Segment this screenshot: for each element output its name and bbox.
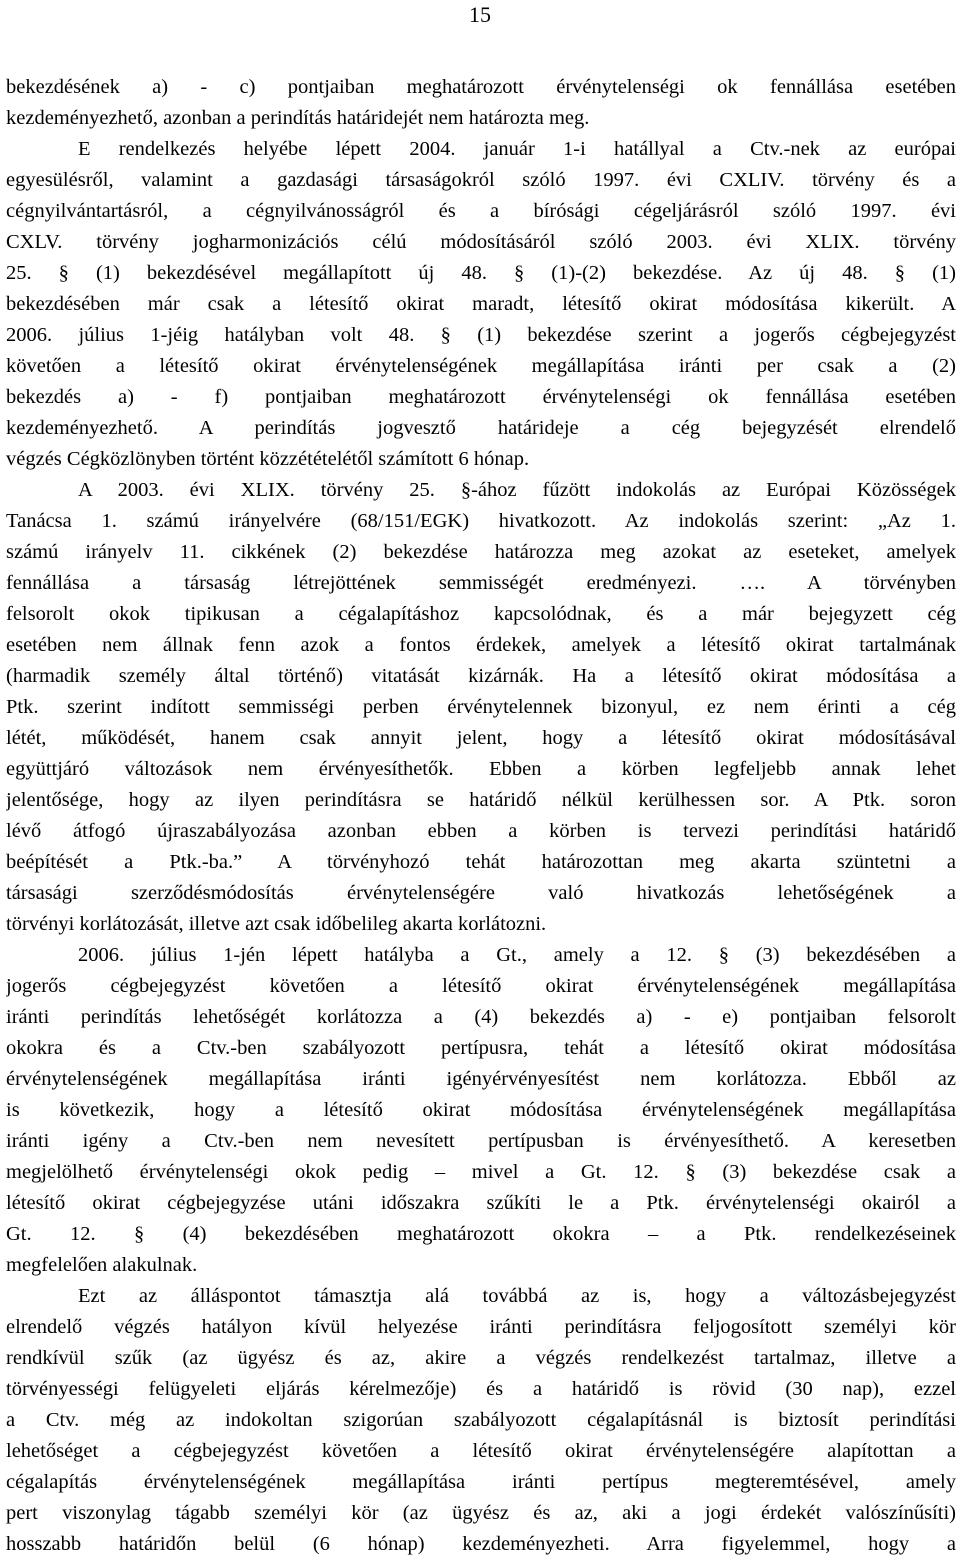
- text-line: egyesülésről, valamint a gazdasági társaságokról szóló 1997. évi CXLIV. törvény és a: [6, 169, 956, 191]
- text-line: beépítését a Ptk.-ba.” A törvényhozó tehát határozottan meg akarta szüntetni a: [6, 851, 956, 873]
- text-line: jelentősége, hogy az ilyen perindításra se határidő nélkül kerülhessen sor. A Ptk. soron: [6, 789, 956, 811]
- text-line: iránti igény a Ctv.-ben nem nevesített pertípusban is érvényesíthető. A keresetben: [6, 1130, 956, 1152]
- text-line: társasági szerződésmódosítás érvénytelenségére való hivatkozás lehetőségének a: [6, 882, 956, 904]
- text-line: hosszabb határidőn belül (6 hónap) kezdeményezheti. Arra figyelemmel, hogy a: [6, 1533, 956, 1555]
- text-line: rendkívül szűk (az ügyész és az, akire a végzés rendelkezést tartalmaz, illetve a: [6, 1347, 956, 1369]
- text-line: Gt. 12. § (4) bekezdésében meghatározott okokra – a Ptk. rendelkezéseinek: [6, 1223, 956, 1245]
- text-line: esetében nem állnak fenn azok a fontos érdekek, amelyek a létesítő okirat tartalmának: [6, 634, 956, 656]
- text-line: fennállása a társaság létrejöttének semmisségét eredményezi. …. A törvényben: [6, 572, 956, 594]
- text-line: 2006. július 1-jéig hatályban volt 48. § (1) bekezdése szerint a jogerős cégbejegyzést: [6, 324, 956, 346]
- text-line: pert viszonylag tágabb személyi kör (az ügyész és az, aki a jogi érdekét valószínűsíti): [6, 1502, 956, 1524]
- text-line: is következik, hogy a létesítő okirat módosítása érvénytelenségének megállapítása: [6, 1099, 956, 1121]
- text-line: végzés Cégközlönyben történt közzétételétől számított 6 hónap.: [6, 448, 530, 470]
- text-line: Tanácsa 1. számú irányelvére (68/151/EGK) hivatkozott. Az indokolás szerint: „Az 1.: [6, 510, 956, 532]
- text-line: CXLV. törvény jogharmonizációs célú módosításáról szóló 2003. évi XLIX. törvény: [6, 231, 956, 253]
- text-line: kezdeményezhető. A perindítás jogvesztő határideje a cég bejegyzését elrendelő: [6, 417, 956, 439]
- text-line: lévő átfogó újraszabályozása azonban ebben a körben is tervezi perindítási határidő: [6, 820, 956, 842]
- text-line: felsorolt okok tipikusan a cégalapításhoz kapcsolódnak, és a már bejegyzett cég: [6, 603, 956, 625]
- text-line: létesítő okirat cégbejegyzése utáni időszakra szűkíti le a Ptk. érvénytelenségi okairól a: [6, 1192, 956, 1214]
- page-number: 15: [469, 2, 491, 27]
- text-line: (harmadik személy által történő) vitatását kizárnák. Ha a létesítő okirat módosítása a: [6, 665, 956, 687]
- text-line: Ptk. szerint indított semmisségi perben érvénytelennek bizonyul, ez nem érinti a cég: [6, 696, 956, 718]
- text-line: 25. § (1) bekezdésével megállapított új 48. § (1)-(2) bekezdése. Az új 48. § (1): [6, 262, 956, 284]
- text-line: bekezdés a) - f) pontjaiban meghatározott érvénytelenségi ok fennállása esetében: [6, 386, 956, 408]
- text-line: okokra és a Ctv.-ben szabályozott pertípusra, tehát a létesítő okirat módosítása: [6, 1037, 956, 1059]
- text-line: törvényességi felügyeleti eljárás kérelmezője) és a határidő is rövid (30 nap), ezzel: [6, 1378, 956, 1400]
- text-line: törvényi korlátozását, illetve azt csak időbelileg akarta korlátozni.: [6, 913, 547, 935]
- text-line: jogerős cégbejegyzést követően a létesítő okirat érvénytelenségének megállapítása: [6, 975, 956, 997]
- text-line: kezdeményezhető, azonban a perindítás határidejét nem határozta meg.: [6, 107, 590, 129]
- text-line: A 2003. évi XLIX. törvény 25. §-ához fűzött indokolás az Európai Közösségek: [78, 479, 956, 501]
- text-line: bekezdésének a) - c) pontjaiban meghatározott érvénytelenségi ok fennállása esetében: [6, 76, 956, 98]
- text-line: követően a létesítő okirat érvénytelenségének megállapítása iránti per csak a (2): [6, 355, 956, 377]
- text-line: megjelölhető érvénytelenségi okok pedig – mivel a Gt. 12. § (3) bekezdése csak a: [6, 1161, 956, 1183]
- text-line: lehetőséget a cégbejegyzést követően a létesítő okirat érvénytelenségére alapítottan a: [6, 1440, 956, 1462]
- text-line: elrendelő végzés hatályon kívül helyezése iránti perindításra feljogosított személyi kör: [6, 1316, 956, 1338]
- text-line: bekezdésében már csak a létesítő okirat maradt, létesítő okirat módosítása kikerült. A: [6, 293, 956, 315]
- text-line: 2006. július 1-jén lépett hatályba a Gt., amely a 12. § (3) bekezdésében a: [78, 944, 956, 966]
- text-line: a Ctv. még az indokoltan szigorúan szabályozott cégalapításnál is biztosít perindítási: [6, 1409, 956, 1431]
- body-text: [6, 72, 956, 1560]
- text-line: E rendelkezés helyébe lépett 2004. január 1-i hatállyal a Ctv.-nek az európai: [78, 138, 956, 160]
- text-line: cégnyilvántartásról, a cégnyilvánosságról és a bírósági cégeljárásról szóló 1997. évi: [6, 200, 956, 222]
- text-line: érvénytelenségének megállapítása iránti igényérvényesítést nem korlátozza. Ebből az: [6, 1068, 956, 1090]
- text-line: számú irányelv 11. cikkének (2) bekezdése határozza meg azokat az eseteket, amelyek: [6, 541, 956, 563]
- text-line: együttjáró változások nem érvényesíthetők. Ebben a körben legfeljebb annak lehet: [6, 758, 956, 780]
- text-line: létét, működését, hanem csak annyit jelent, hogy a létesítő okirat módosításával: [6, 727, 956, 749]
- text-line: cégalapítás érvénytelenségének megállapítása iránti pertípus megteremtésével, amely: [6, 1471, 956, 1493]
- text-line: megfelelően alakulnak.: [6, 1254, 198, 1276]
- text-line: Ezt az álláspontot támasztja alá továbbá az is, hogy a változásbejegyzést: [78, 1285, 956, 1307]
- text-line: iránti perindítás lehetőségét korlátozza a (4) bekezdés a) - e) pontjaiban felsorolt: [6, 1006, 956, 1028]
